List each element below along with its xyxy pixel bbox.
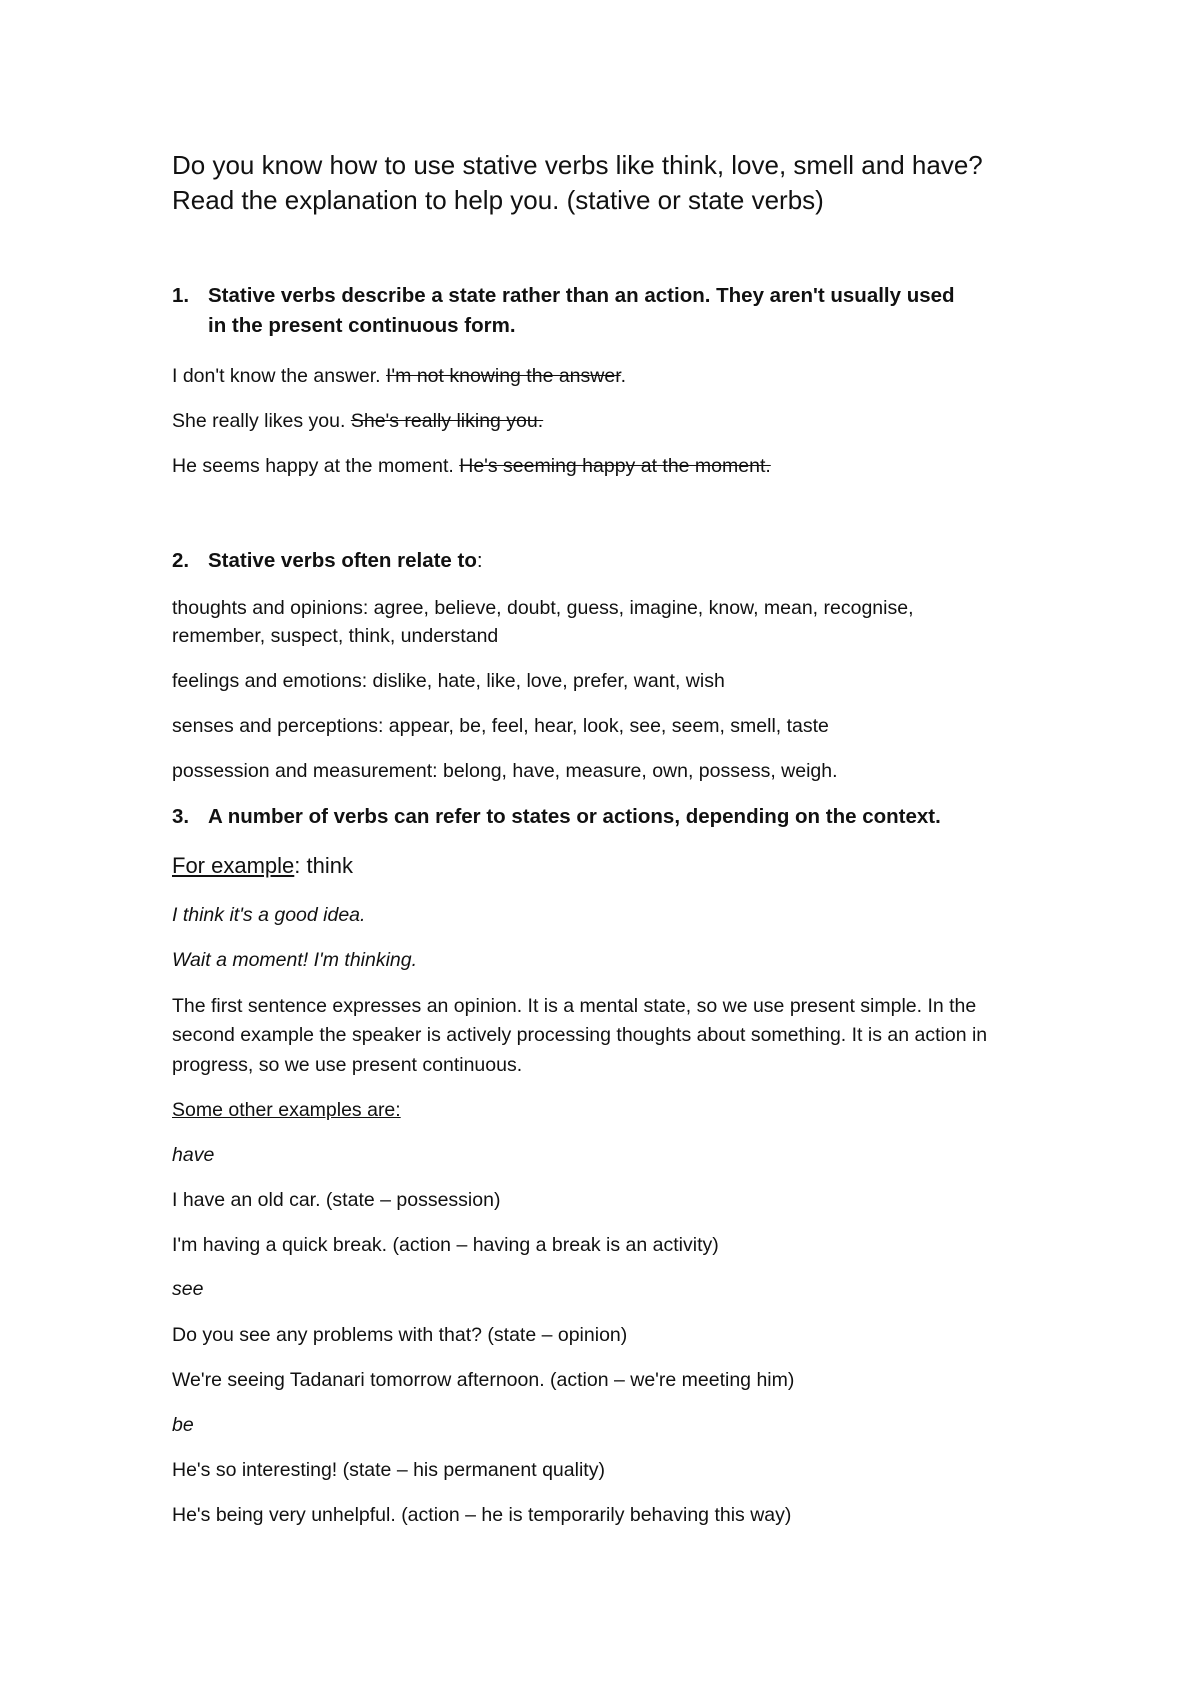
section-3-heading-text: A number of verbs can refer to states or actions, depending on the context. [208,805,941,828]
for-example-line [172,851,353,881]
italic-example-2: Wait a moment! I'm thinking. [172,949,418,971]
category-senses: senses and perceptions: appear, be, feel, hear, look, see, seem, smell, taste [172,715,829,737]
correct-example: I don't know the answer. [172,365,387,387]
incorrect-example: She's really liking you. [350,410,544,432]
explanation-line-3: progress, so we use present continuous. [172,1054,523,1076]
correct-example: He seems happy at the moment. [172,455,460,477]
incorrect-example: He's seeming happy at the moment. [459,455,771,477]
section-3-heading [172,802,941,832]
for-example-label: For example [172,853,295,878]
correct-example: She really likes you. [172,410,351,432]
section-2-heading-text: Stative verbs often relate to [208,549,477,572]
page-title-line-2: Read the explanation to help you. (stative or state verbs) [172,185,824,215]
verb-see-action: We're seeing Tadanari tomorrow afternoon. (action – we're meeting him) [172,1369,795,1391]
verb-be: be [172,1414,194,1436]
section-2-heading-colon: : [476,549,483,572]
section-3-number: 3. [172,805,190,828]
incorrect-example: I'm not knowing the answer [386,365,621,387]
example-sentence-3 [172,454,771,478]
verb-be-state: He's so interesting! (state – his permanent quality) [172,1459,605,1481]
verb-see: see [172,1278,204,1300]
section-1-number: 1. [172,284,190,307]
section-1-heading-text: Stative verbs describe a state rather than an action. They aren't usually used [208,284,955,307]
example-sentence-2 [172,409,543,433]
verb-see-state: Do you see any problems with that? (state – opinion) [172,1324,628,1346]
category-possession: possession and measurement: belong, have, measure, own, possess, weigh. [172,760,838,782]
explanation-line-1: The first sentence expresses an opinion. It is a mental state, so we use present simple. In the [172,995,977,1017]
verb-have-action: I'm having a quick break. (action – having a break is an activity) [172,1234,719,1256]
sentence-end: . [620,365,627,387]
verb-have-state: I have an old car. (state – possession) [172,1189,501,1211]
category-feelings: feelings and emotions: dislike, hate, like, love, prefer, want, wish [172,670,725,692]
example-sentence-1 [172,364,626,388]
other-examples-label: Some other examples are: [172,1099,401,1121]
italic-example-1: I think it's a good idea. [172,904,366,926]
section-1-heading-continued [172,311,516,341]
category-thoughts-line-2: remember, suspect, think, understand [172,625,499,647]
category-thoughts-line-1: thoughts and opinions: agree, believe, doubt, guess, imagine, know, mean, recognise, [172,597,914,619]
verb-have: have [172,1144,215,1166]
section-2-heading [172,546,483,576]
for-example-verb: : think [294,853,353,878]
page-title-line-1: Do you know how to use stative verbs like think, love, smell and have? [172,150,983,180]
section-1-heading [172,281,955,311]
explanation-line-2: second example the speaker is actively processing thoughts about something. It is an action in [172,1024,988,1046]
section-2-number: 2. [172,549,190,572]
section-1-heading-text-2: in the present continuous form. [208,314,516,337]
verb-be-action: He's being very unhelpful. (action – he is temporarily behaving this way) [172,1504,792,1526]
